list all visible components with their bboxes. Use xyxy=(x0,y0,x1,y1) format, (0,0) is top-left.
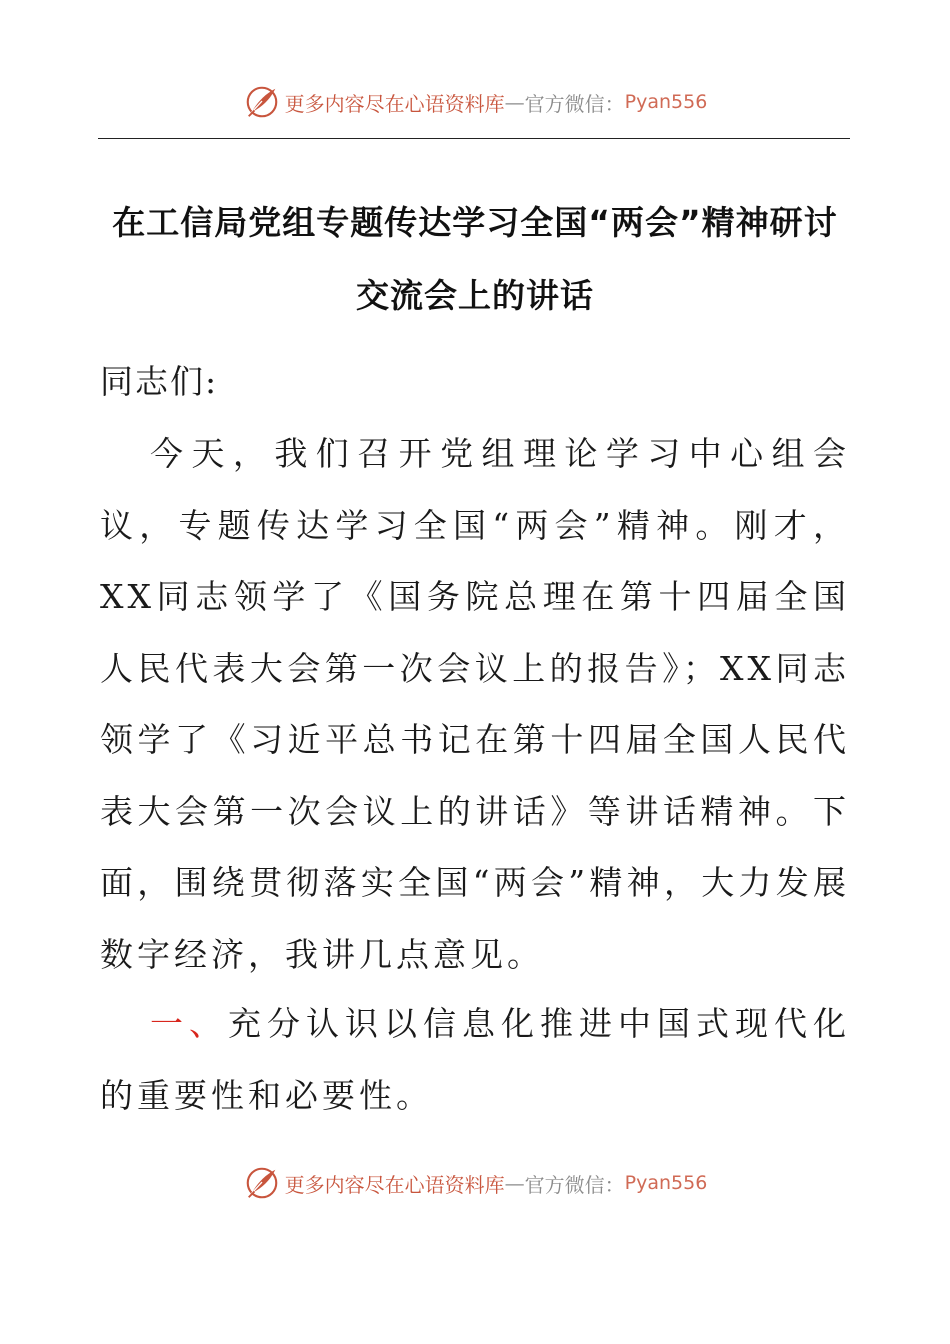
watermark-brand-text: 更多内容尽在心语资料库 xyxy=(284,91,505,116)
document-title: 在工信局党组专题传达学习全国“两会”精神研讨交流会上的讲话 xyxy=(112,203,838,315)
header-divider xyxy=(98,138,850,139)
section-1-text: 充分认识以信息化推进中国式现代化的重要性和必要性。 xyxy=(100,1004,850,1115)
watermark-wechat-id: Pyan556 xyxy=(624,1172,708,1194)
watermark-brand-text: 更多内容尽在心语资料库 xyxy=(284,1172,505,1197)
watermark-channel-label: 官方微信： xyxy=(524,91,625,116)
greeting: 同志们: xyxy=(100,362,219,401)
quill-pen-logo-icon xyxy=(243,1164,281,1202)
bottom-watermark-banner xyxy=(0,1163,950,1203)
section-1-heading xyxy=(100,988,850,1131)
watermark-wechat-id: Pyan556 xyxy=(624,91,708,113)
quill-pen-logo-icon xyxy=(243,83,281,121)
section-1-number: 一、 xyxy=(150,1004,228,1043)
top-watermark-banner xyxy=(0,82,950,122)
watermark-separator: — xyxy=(504,1171,525,1195)
paragraph-1: 今天，我们召开党组理论学习中心组会议，专题传达学习全国“两会”精神。刚才，XX同志领学了《国务院总理在第十四届全国人民代表大会第一次会议上的报告》；XX同志领学了《习近平总书记在第十四届全国人民代表大会第一次会议上的讲话》等讲话精神。下面，围绕贯彻落实全国“两会”精神，大力发展数字经济，我讲几点意见。 xyxy=(100,434,850,974)
watermark-channel-label: 官方微信： xyxy=(524,1172,625,1197)
watermark-separator: — xyxy=(504,90,525,114)
